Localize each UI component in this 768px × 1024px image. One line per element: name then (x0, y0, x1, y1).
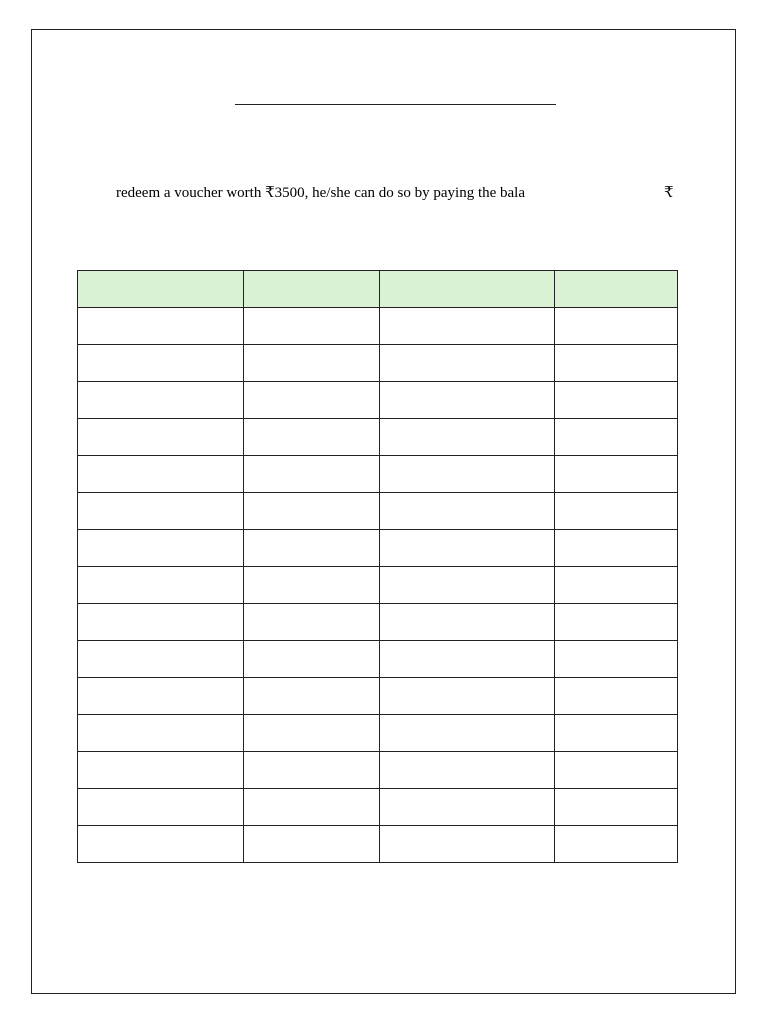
table-row (78, 419, 678, 456)
data-table (77, 270, 678, 863)
table-row (78, 345, 678, 382)
table-cell (555, 419, 678, 456)
table-cell (380, 456, 555, 493)
table-cell (555, 382, 678, 419)
table-cell (78, 382, 244, 419)
table-cell (78, 604, 244, 641)
table-cell (244, 752, 380, 789)
table-row (78, 530, 678, 567)
table-cell (380, 604, 555, 641)
table-row (78, 789, 678, 826)
table-cell (78, 567, 244, 604)
table-cell (380, 345, 555, 382)
table-cell (244, 382, 380, 419)
table-cell (78, 641, 244, 678)
table-cell (244, 678, 380, 715)
table-row (78, 567, 678, 604)
table-cell (555, 789, 678, 826)
table-body (78, 308, 678, 863)
table-cell (78, 308, 244, 345)
table-cell (555, 715, 678, 752)
table-cell (380, 530, 555, 567)
table-cell (78, 456, 244, 493)
table-cell (78, 752, 244, 789)
table-cell (380, 715, 555, 752)
table-cell (555, 678, 678, 715)
table-cell (555, 308, 678, 345)
title-underline (235, 104, 556, 105)
table-cell (555, 641, 678, 678)
table-cell (555, 752, 678, 789)
table-row (78, 826, 678, 863)
table-cell (244, 715, 380, 752)
table-cell (78, 493, 244, 530)
table-cell (244, 308, 380, 345)
table-row (78, 604, 678, 641)
table-cell (380, 789, 555, 826)
table-row (78, 456, 678, 493)
table-row (78, 382, 678, 419)
table-cell (244, 345, 380, 382)
table-cell (78, 419, 244, 456)
table-cell (78, 530, 244, 567)
header-cell (555, 271, 678, 308)
table-cell (380, 641, 555, 678)
table-cell (555, 567, 678, 604)
header-cell (78, 271, 244, 308)
table-cell (380, 308, 555, 345)
table-row (78, 493, 678, 530)
table-cell (78, 715, 244, 752)
table-header-row (78, 271, 678, 308)
table-cell (244, 789, 380, 826)
table-row (78, 308, 678, 345)
table-cell (555, 345, 678, 382)
table-row (78, 641, 678, 678)
table-row (78, 715, 678, 752)
table-cell (244, 530, 380, 567)
table-cell (78, 345, 244, 382)
table-cell (380, 678, 555, 715)
table-cell (244, 493, 380, 530)
table-cell (555, 493, 678, 530)
table-cell (555, 456, 678, 493)
table-cell (380, 419, 555, 456)
table-cell (555, 604, 678, 641)
table-cell (244, 456, 380, 493)
table-cell (380, 567, 555, 604)
table-cell (244, 604, 380, 641)
header-cell (380, 271, 555, 308)
table-cell (244, 419, 380, 456)
body-text: redeem a voucher worth ₹3500, he/she can do so by paying the bala (116, 185, 525, 201)
table-cell (380, 382, 555, 419)
table-cell (244, 641, 380, 678)
table-cell (244, 826, 380, 863)
table-row (78, 752, 678, 789)
header-cell (244, 271, 380, 308)
table-cell (555, 826, 678, 863)
rupee-symbol: ₹ (664, 185, 674, 201)
table-cell (78, 678, 244, 715)
table-cell (78, 826, 244, 863)
table-cell (555, 530, 678, 567)
table-cell (244, 567, 380, 604)
table-cell (380, 493, 555, 530)
table-cell (78, 789, 244, 826)
table-cell (380, 752, 555, 789)
table-cell (380, 826, 555, 863)
table-row (78, 678, 678, 715)
